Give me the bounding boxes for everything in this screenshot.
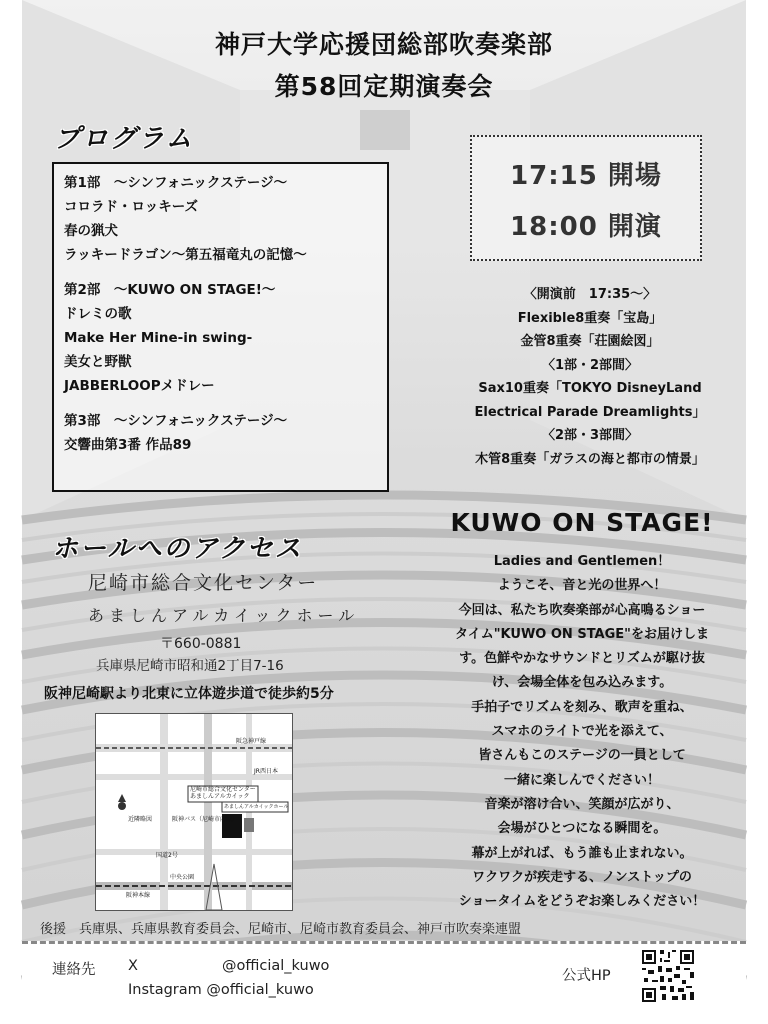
program-item: コロラド・ロッキーズ <box>64 199 199 215</box>
map-route-label: 国道2号 <box>156 852 178 859</box>
pre-line: 〈2部・3部間〉 <box>541 428 639 443</box>
kuwo-line: 今回は、私たち吹奏楽部が心高鳴るショー <box>458 602 706 618</box>
program-item: ラッキードラゴン～第五福竜丸の記憶～ <box>64 247 307 263</box>
program-item: ドレミの歌 <box>64 306 132 322</box>
program-item: JABBERLOOPメドレー <box>64 378 215 394</box>
program-heading: プログラム <box>54 124 194 154</box>
map-jr-label: JR西日本 <box>254 768 278 775</box>
support-text: 後援 兵庫県、兵庫県教育委員会、尼崎市、尼崎市教育委員会、神戸市吹奏楽連盟 <box>40 922 522 937</box>
map-hall-label2: あましんアルカイックホール <box>224 804 289 810</box>
x-handle[interactable]: @official_kuwo <box>222 958 330 974</box>
map-hankyu-label: 阪急神戸線 <box>236 738 267 745</box>
kuwo-line: 皆さんもこのステージの一員として <box>478 748 686 764</box>
map-park-label: 中央公園 <box>170 874 195 881</box>
kuwo-line: 音楽が溶け合い、笑顔が広がり、 <box>484 796 680 812</box>
address: 兵庫県尼崎市昭和通2丁目7-16 <box>96 658 284 674</box>
kuwo-heading: KUWO ON STAGE! <box>450 508 714 537</box>
kuwo-line: け、会場全体を包み込みます。 <box>491 675 673 691</box>
part2-label: 第2部 ～KUWO ON STAGE!～ <box>64 282 276 298</box>
kuwo-line: タイム"KUWO ON STAGE"をお届けしま <box>455 626 709 642</box>
kuwo-line: 一緒に楽しんでください！ <box>503 772 660 788</box>
time-box <box>470 135 702 261</box>
kuwo-line: 手拍子でリズムを刻み、歌声を重ね、 <box>471 699 693 715</box>
hp-label: 公式HP <box>562 968 611 984</box>
map-station-label: 近隣略図 <box>128 816 153 823</box>
access-heading: ホールへのアクセス <box>52 534 303 564</box>
qr-code[interactable] <box>640 948 696 1004</box>
program-box <box>52 162 389 492</box>
venue-name: 尼崎市総合文化センター <box>88 572 319 594</box>
kuwo-line: ようこそ、音と光の世界へ！ <box>497 578 667 594</box>
kuwo-message <box>396 550 768 914</box>
kuwo-line: 幕が上がれば、もう誰も止まれない。 <box>471 845 693 861</box>
map-hall-label: 尼崎市総合文化センター あましんアルカイック <box>190 786 256 800</box>
kuwo-line: す。色鮮やかなサウンドとリズムが駆け抜 <box>459 651 705 667</box>
map-hanshin-label: 阪神本線 <box>126 892 151 899</box>
directions: 阪神尼崎駅より北東に立体遊歩道で徒歩約5分 <box>44 686 334 702</box>
qr-code-graphic <box>640 948 696 1004</box>
program-item: 春の猟犬 <box>64 223 118 239</box>
open-time: 17:15 開場 <box>510 161 662 191</box>
pre-line: 〈開演前 17:35～〉 <box>523 287 657 302</box>
hall-name: あましんアルカイックホール <box>88 606 360 625</box>
part3-label: 第3部 ～シンフォニックステージ～ <box>64 413 288 429</box>
program-item: 美女と野獣 <box>64 354 132 370</box>
pre-line: 金管8重奏「荘園絵図」 <box>520 334 660 349</box>
part1-label: 第1部 ～シンフォニックステージ～ <box>64 175 288 191</box>
kuwo-line: Ladies and Gentlemen！ <box>493 554 671 569</box>
footer-divider <box>22 941 746 944</box>
title-line-2: 第58回定期演奏会 <box>274 72 494 101</box>
x-label: X <box>128 958 138 974</box>
kuwo-line: ショータイムをどうぞお楽しみください！ <box>458 894 706 910</box>
pre-line: Electrical Parade Dreamlights」 <box>474 404 706 420</box>
start-time: 18:00 開演 <box>510 212 662 242</box>
intermission-performances <box>412 283 768 471</box>
pre-line: 〈1部・2部間〉 <box>541 357 639 373</box>
access-map <box>95 713 293 911</box>
pre-line: Flexible8重奏「宝島」 <box>517 310 663 326</box>
kuwo-line: ワクワクが疾走する、ノンストップの <box>472 869 692 885</box>
kuwo-line: 会場がひとつになる瞬間を。 <box>497 821 667 837</box>
title-line-1: 神戸大学応援団総部吹奏楽部 <box>214 30 553 59</box>
contact-label: 連絡先 <box>52 962 96 978</box>
pre-line: 木管8重奏「ガラスの海と都市の情景」 <box>475 451 705 467</box>
program-item: 交響曲第3番 作品89 <box>64 437 192 453</box>
program-item: Make Her Mine-in swing- <box>64 330 253 346</box>
postal-code: 〒660-0881 <box>160 636 242 652</box>
map-bus-label: 阪神バス（尼崎市内線） <box>172 816 239 823</box>
pre-line: Sax10重奏「TOKYO DisneyLand <box>478 381 702 396</box>
instagram-handle[interactable]: Instagram @official_kuwo <box>128 982 314 998</box>
kuwo-line: スマホのライトで光を添えて、 <box>491 724 673 740</box>
